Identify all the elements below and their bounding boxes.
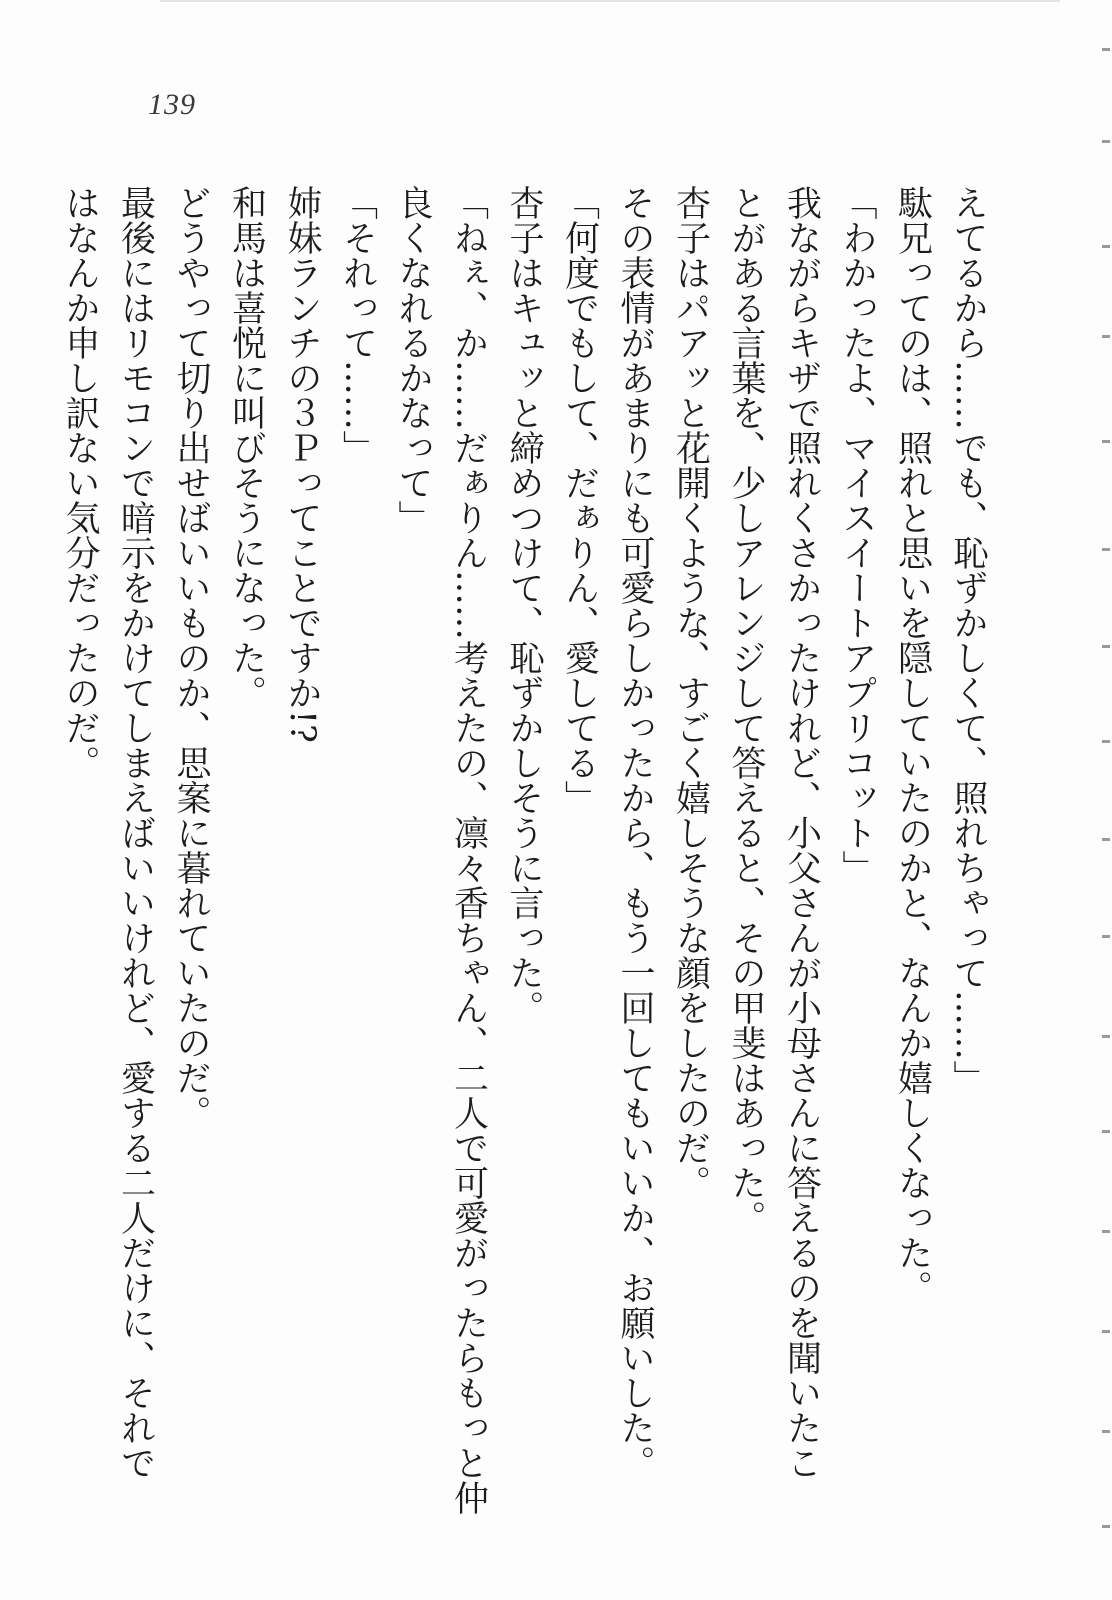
text-line: 「ねぇ、か……だぁりん……考えたの、凛々香ちゃん、二人で可愛がったらもっと仲 bbox=[448, 185, 489, 1515]
text-line: 良くなれるかなって」 bbox=[393, 185, 433, 535]
edge-mark bbox=[1102, 838, 1110, 841]
page-number: 139 bbox=[148, 88, 196, 121]
text-line: はなんか申し訳ない気分だったのだ。 bbox=[60, 185, 100, 780]
text-line: 杏子はパアッと花開くような、すごく嬉しそうな顔をしたのだ。 bbox=[670, 185, 711, 1200]
edge-mark bbox=[1102, 48, 1110, 51]
vertical-text-body bbox=[60, 185, 995, 1555]
edge-mark bbox=[1102, 740, 1110, 743]
text-line: 「それって……」 bbox=[337, 185, 378, 465]
text-line: どうやって切り出せばいいものか、思案に暮れていたのだ。 bbox=[171, 185, 211, 1130]
edge-mark bbox=[1102, 548, 1110, 551]
text-line: 和馬は喜悦に叫びそうになった。 bbox=[226, 185, 267, 710]
text-line: 姉妹ランチの３Ｐってことですか!? bbox=[282, 185, 322, 743]
text-line: 駄兄ってのは、照れと思いを隠していたのかと、なんか嬉しくなった。 bbox=[892, 185, 933, 1305]
text-line: 最後にはリモコンで暗示をかけてしまえばいいけれど、愛する二人だけに、それで bbox=[115, 185, 156, 1480]
edge-mark bbox=[1102, 1525, 1110, 1528]
text-line: えてるから……でも、恥ずかしくて、照れちゃって……」 bbox=[948, 185, 988, 1095]
edge-mark bbox=[1102, 935, 1110, 938]
edge-mark bbox=[1102, 1035, 1110, 1038]
edge-mark bbox=[1102, 245, 1110, 248]
edge-mark bbox=[1102, 1130, 1110, 1133]
edge-mark bbox=[1102, 1430, 1110, 1433]
text-line: 我ながらキザで照れくさかったけれど、小父さんが小母さんに答えるのを聞いたこ bbox=[781, 185, 822, 1480]
page-edge-marks bbox=[1092, 0, 1112, 1600]
edge-mark bbox=[1102, 335, 1110, 338]
edge-mark bbox=[1102, 1230, 1110, 1233]
text-line: 「何度でもして、だぁりん、愛してる」 bbox=[559, 185, 600, 815]
edge-mark bbox=[1102, 140, 1110, 143]
edge-mark bbox=[1102, 440, 1110, 443]
text-line: その表情があまりにも可愛らしかったから、もう一回してもいいか、お願いした。 bbox=[615, 185, 655, 1480]
edge-mark bbox=[1102, 645, 1110, 648]
text-line: 「わかったよ、マイスイートアプリコット」 bbox=[837, 185, 877, 885]
edge-mark bbox=[1102, 1330, 1110, 1333]
top-edge-line bbox=[160, 0, 1060, 2]
text-line: とがある言葉を、少しアレンジして答えると、その甲斐はあった。 bbox=[726, 185, 766, 1235]
text-line: 杏子はキュッと締めつけて、恥ずかしそうに言った。 bbox=[504, 185, 544, 1025]
